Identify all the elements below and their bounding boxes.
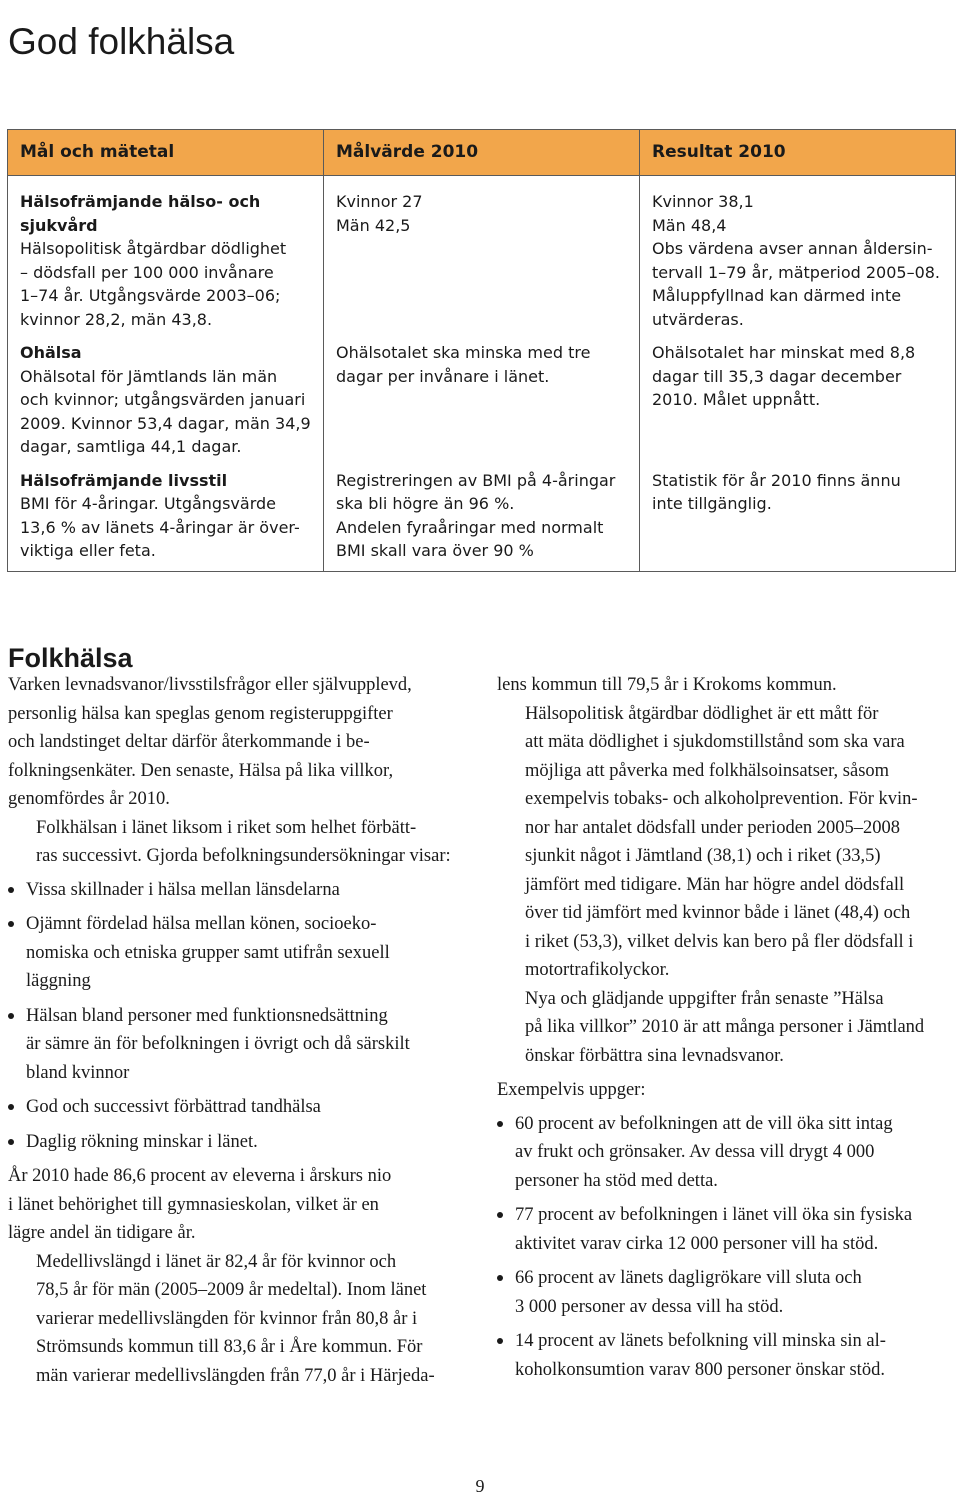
paragraph (8, 1248, 468, 1391)
page-number: 9 (475, 1476, 485, 1496)
text-line: över tid jämfört med kvinnor både i länet (48,4) och (525, 903, 911, 923)
cell-text: Måluppfyllnad kan därmed inte (652, 286, 902, 305)
text-line: Folkhälsan i länet liksom i riket som helhet förbätt- (36, 817, 417, 838)
cell-text: inte tillgänglig. (652, 494, 772, 513)
table-cell (8, 176, 324, 342)
text-line: i länet behörighet till gymnasieskolan, vilket är en (8, 1194, 379, 1215)
text-line: exempelvis tobaks- och alkoholprevention. För kvin- (525, 789, 918, 809)
goals-table (7, 129, 956, 572)
text-line: personlig hälsa kan speglas genom registeruppgifter (8, 703, 393, 724)
list-item (497, 1201, 957, 1258)
cell-text: Ohälsotalet ska minska med tre (336, 343, 591, 362)
cell-text: Kvinnor 38,1 (652, 192, 754, 211)
text-line: på lika villkor” 2010 är att många personer i Jämtland (525, 1017, 925, 1037)
text-line: önskar förbättra sina levnadsvanor. (525, 1045, 784, 1066)
header-cell: Mål och mätetal (8, 130, 324, 176)
bullet-list (8, 876, 468, 1157)
table-cell (8, 469, 324, 572)
article-column-left (8, 671, 468, 1390)
text-line: År 2010 hade 86,6 procent av eleverna i årskurs nio (8, 1166, 392, 1186)
text-line: 77 procent av befolkningen i länet vill öka sin fysiska (515, 1205, 913, 1225)
text-line: i riket (53,3), vilket delvis kan bero på fler dödsfall i (525, 931, 914, 952)
list-item (497, 1110, 957, 1196)
text-line: folkningsenkäter. Den senaste, Hälsa på lika villkor, (8, 760, 394, 781)
cell-text: Hälsopolitisk åtgärdbar dödlighet (20, 239, 287, 258)
cell-text: Obs värdena avser annan åldersin- (652, 239, 933, 258)
text-line: lägre andel än tidigare år. (8, 1223, 196, 1243)
text-line: Varken levnadsvanor/livsstilsfrågor eller självupplevd, (8, 675, 412, 695)
text-line: Ojämnt fördelad hälsa mellan könen, socioeko- (26, 914, 377, 934)
cell-text: dagar till 35,3 dagar december (652, 366, 902, 386)
page-title: God folkhälsa (8, 20, 235, 62)
table-cell (640, 469, 956, 572)
cell-title: Ohälsa (20, 343, 82, 362)
table-cell (324, 341, 640, 469)
paragraph (497, 1076, 957, 1105)
cell-text: 2009. Kvinnor 53,4 dagar, män 34,9 (20, 413, 311, 433)
text-line: män varierar medellivslängden från 77,0 år i Härjeda- (36, 1365, 435, 1386)
paragraph (497, 700, 957, 985)
text-line: varierar medellivslängden för kvinnor från 80,8 år i (36, 1308, 418, 1329)
cell-text: Män 48,4 (652, 215, 727, 235)
header-cell: Resultat 2010 (640, 130, 956, 176)
cell-text: Kvinnor 27 (336, 192, 423, 211)
text-line: 66 procent av länets dagligrökare vill sluta och (515, 1268, 862, 1288)
table-row (8, 469, 956, 572)
list-item (8, 1128, 468, 1157)
table-cell (324, 176, 640, 342)
cell-text: BMI för 4-åringar. Utgångsvärde (20, 494, 276, 513)
text-line: och landstinget deltar därför återkommande i be- (8, 732, 370, 752)
list-item (497, 1264, 957, 1321)
cell-text: Andelen fyraåringar med normalt (336, 517, 604, 537)
table-cell (640, 176, 956, 342)
cell-text: 13,6 % av länets 4-åringar är över- (20, 517, 300, 537)
cell-text: kvinnor 28,2, män 43,8. (20, 309, 213, 329)
text-line: lens kommun till 79,5 år i Krokoms kommun. (497, 675, 837, 695)
text-line: sjunkit något i Jämtland (38,1) och i riket (33,5) (525, 846, 881, 866)
bullet-list (497, 1110, 957, 1385)
cell-title: Hälsofrämjande hälso- och (20, 192, 261, 211)
text-line: Strömsunds kommun till 83,6 år i Åre kommun. För (36, 1337, 423, 1357)
text-line: 60 procent av befolkningen att de vill öka sitt intag (515, 1113, 893, 1134)
text-line: personer ha stöd med detta. (515, 1170, 718, 1191)
text-line: är sämre än för befolkningen i övrigt och då särskilt (26, 1034, 410, 1054)
cell-text: Registreringen av BMI på 4-åringar (336, 470, 616, 490)
cell-text: tervall 1–79 år, mätperiod 2005–08. (652, 262, 941, 282)
text-line: läggning (26, 971, 91, 991)
text-line: ras successivt. Gjorda befolkningsundersökningar visar: (36, 846, 451, 866)
text-line: 78,5 år för män (2005–2009 år medeltal). Inom länet (36, 1280, 427, 1300)
paragraph (497, 671, 957, 700)
text-line: Medellivslängd i länet är 82,4 år för kvinnor och (36, 1251, 397, 1272)
paragraph (497, 985, 957, 1071)
cell-text: Män 42,5 (336, 215, 411, 235)
text-line: nomiska och etniska grupper samt utifrån sexuell (26, 942, 390, 963)
cell-text: ska bli högre än 96 %. (336, 494, 515, 513)
paragraph (8, 1162, 468, 1248)
text-line: genomfördes år 2010. (8, 789, 170, 809)
cell-text: BMI skall vara över 90 % (336, 541, 534, 560)
text-line: att mäta dödlighet i sjukdomstillstånd som ska vara (525, 732, 905, 752)
table-cell (640, 341, 956, 469)
text-line: jämfört med tidigare. Män har högre andel dödsfall (525, 874, 905, 895)
text-line: 14 procent av länets befolkning vill minska sin al- (515, 1331, 886, 1351)
table-cell (324, 469, 640, 572)
list-item (8, 1093, 468, 1122)
table-row (8, 176, 956, 342)
section-title: Folkhälsa (8, 643, 133, 674)
list-item (8, 876, 468, 905)
cell-text: och kvinnor; utgångsvärden januari (20, 390, 306, 409)
header-cell: Målvärde 2010 (324, 130, 640, 176)
text-line: God och successivt förbättrad tandhälsa (26, 1097, 321, 1117)
cell-text: Ohälsotalet har minskat med 8,8 (652, 343, 916, 362)
text-line: möjliga att påverka med folkhälsoinsatser, såsom (525, 760, 890, 781)
cell-text: 2010. Målet uppnått. (652, 390, 821, 409)
text-line: Nya och glädjande uppgifter från senaste ”Hälsa (525, 988, 884, 1009)
cell-text: dagar, samtliga 44,1 dagar. (20, 437, 242, 456)
paragraph (8, 671, 468, 814)
text-line: Daglig rökning minskar i länet. (26, 1131, 258, 1152)
list-item (497, 1327, 957, 1384)
text-line: Hälsan bland personer med funktionsnedsättning (26, 1005, 388, 1026)
text-line: nor har antalet dödsfall under perioden 2005–2008 (525, 817, 901, 838)
text-line: Vissa skillnader i hälsa mellan länsdelarna (26, 879, 340, 900)
text-line: koholkonsumtion varav 800 personer önskar stöd. (515, 1359, 885, 1380)
cell-title: sjukvård (20, 215, 98, 235)
text-line: motortrafikolyckor. (525, 960, 670, 980)
cell-text: Statistik för år 2010 finns ännu (652, 470, 901, 490)
list-item (8, 910, 468, 996)
cell-title: Hälsofrämjande livsstil (20, 470, 228, 490)
cell-text: Ohälsotal för Jämtlands län män (20, 366, 278, 386)
table-cell (8, 341, 324, 469)
paragraph (8, 814, 468, 871)
table-header-row (8, 130, 956, 176)
cell-text: 1–74 år. Utgångsvärde 2003–06; (20, 286, 281, 305)
cell-text: – dödsfall per 100 000 invånare (20, 262, 274, 282)
text-line: av frukt och grönsaker. Av dessa vill drygt 4 000 (515, 1142, 875, 1162)
text-line: Hälsopolitisk åtgärdbar dödlighet är ett mått för (525, 703, 879, 724)
text-line: 3 000 personer av dessa vill ha stöd. (515, 1296, 784, 1317)
text-line: Exempelvis uppger: (497, 1080, 646, 1100)
list-item (8, 1002, 468, 1088)
text-line: bland kvinnor (26, 1062, 130, 1083)
cell-text: viktiga eller feta. (20, 541, 156, 560)
table-row (8, 341, 956, 469)
cell-text: utvärderas. (652, 309, 744, 329)
text-line: aktivitet varav cirka 12 000 personer vill ha stöd. (515, 1233, 879, 1254)
cell-text: dagar per invånare i länet. (336, 366, 550, 386)
article-column-right (497, 671, 957, 1390)
